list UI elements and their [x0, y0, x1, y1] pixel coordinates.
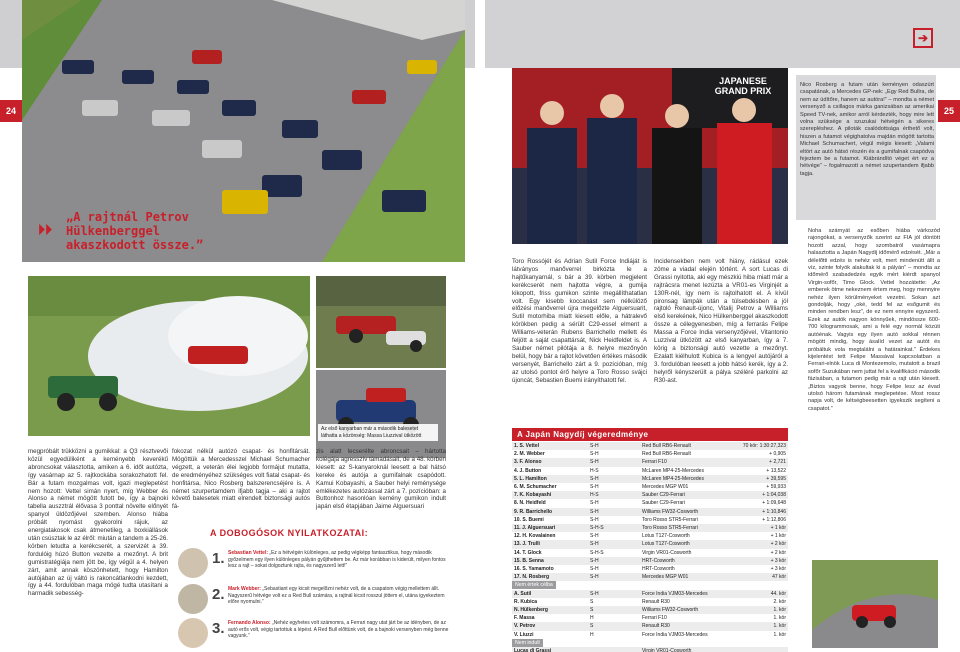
result-time: + 2 kör — [770, 541, 786, 548]
result-time: + 1:12,806 — [762, 516, 786, 523]
result-driver: 4. J. Button — [514, 467, 542, 474]
result-car: Toro Rosso STR5-Ferrari — [642, 525, 698, 531]
quote-arrow-icon: ⏵⏵ — [38, 222, 52, 238]
result-driver: Lucas di Grassi — [514, 648, 552, 652]
pull-quote: „A rajtnál Petrov Hülkenberggel akaszkodott össze.” — [66, 210, 204, 252]
page-number-right: 25 — [938, 100, 960, 122]
result-row — [512, 590, 788, 598]
result-tyres: S — [590, 623, 594, 630]
right-page-header-bar — [485, 0, 960, 68]
result-car: Mercedes MGP W01 — [642, 574, 689, 581]
result-driver: 3. F. Alonso — [514, 459, 542, 466]
result-driver: 12. H. Kovalainen — [514, 533, 556, 540]
quote-text-1: „Ez a hétvégén különleges, az pedig végképp fantasztikus, hogy második győzelmem egy ilyen különleges pályán gyűjthettem be. Az már korábban is kiderült, milyen fontos lesz a rajt – sokat dolgoztunk rajta, és nagyszerű lett!” — [228, 550, 446, 570]
result-row — [512, 458, 788, 466]
quote-text-2: „Sebastiant egy kicsit megelőzni nehéz volt, de a csapatom végig mellettem állt. Nagyszerű hétvége volt ez a Red Bull számára, a rajtnál kicsit rosszul jöttem el, utána igyekeztem előre nyomulni.” — [228, 586, 445, 606]
result-tyres: S-H — [590, 508, 599, 515]
result-time: + 1:04,038 — [762, 492, 786, 499]
sutil-car-photo — [316, 370, 446, 458]
next-arrow-icon[interactable]: ➔ — [913, 28, 933, 48]
result-time: + 1 kör — [770, 525, 786, 531]
crash-photo — [28, 276, 310, 436]
result-car: Virgin VR01-Cosworth — [642, 549, 692, 556]
results-section-label: Nem indult — [512, 639, 543, 647]
result-time: + 2 kör — [770, 549, 786, 556]
quote-item-2 — [228, 586, 450, 606]
result-car: Lotus T127-Cosworth — [642, 533, 690, 540]
results-section-label: Nem értek célba — [512, 581, 556, 589]
result-car: Red Bull RB6-Renault — [642, 451, 691, 458]
result-tyres: S-H — [590, 475, 599, 482]
result-driver: F. Massa — [514, 615, 535, 622]
result-car: Renault R30 — [642, 598, 670, 605]
result-time: + 3 kör — [770, 557, 786, 564]
result-car: Ferrari F10 — [642, 615, 667, 622]
result-time: + 2,721 — [769, 459, 786, 466]
driver-avatar-1 — [178, 548, 208, 578]
result-time: + 1 kör — [770, 533, 786, 540]
result-time: + 1:09,648 — [762, 500, 786, 507]
result-tyres: H — [590, 631, 594, 638]
result-tyres: S-H — [590, 459, 599, 466]
page-number-left: 24 — [0, 100, 22, 122]
result-tyres: S-H — [590, 557, 599, 564]
podium-banner: JAPANESE GRAND PRIX — [714, 76, 772, 96]
result-tyres: H — [590, 615, 594, 622]
quote-item-3 — [228, 620, 450, 640]
result-tyres: S-H — [590, 451, 599, 458]
result-row — [512, 532, 788, 540]
result-row — [512, 491, 788, 499]
result-row — [512, 508, 788, 516]
result-time: 47 kör — [772, 574, 786, 581]
result-row — [512, 557, 788, 565]
quote-name-2: Mark Webber: — [228, 586, 261, 592]
result-driver: 2. M. Webber — [514, 451, 545, 458]
result-row — [512, 647, 788, 652]
quote-item-1 — [228, 550, 450, 570]
result-time: 2. kör — [773, 598, 786, 605]
result-row — [512, 442, 788, 450]
result-driver: 11. J. Alguersuari — [514, 525, 556, 531]
result-tyres: S-H-S — [590, 549, 604, 556]
result-row — [512, 606, 788, 614]
result-tyres: S-H-S — [590, 525, 604, 531]
car-track-photo — [812, 560, 938, 648]
result-car: Williams FW32-Cosworth — [642, 508, 699, 515]
result-row — [512, 631, 788, 639]
result-row — [512, 483, 788, 491]
result-row — [512, 450, 788, 458]
result-driver: 1. S. Vettel — [514, 443, 540, 449]
podium-photo — [512, 68, 788, 244]
quote-name-3: Fernando Alonso: — [228, 620, 271, 626]
result-row — [512, 499, 788, 507]
result-driver: R. Kubica — [514, 598, 538, 605]
result-car: Force India VJM03-Mercedes — [642, 631, 708, 638]
result-time: 1. kör — [773, 615, 786, 622]
result-time: + 59,933 — [766, 484, 786, 490]
result-tyres: S — [590, 607, 594, 613]
result-tyres: H-S — [590, 467, 599, 474]
result-tyres: S-H — [590, 516, 599, 523]
result-driver: 10. S. Buemi — [514, 516, 544, 523]
result-row — [512, 475, 788, 483]
results-title: A Japán Nagydíj végeredménye — [512, 428, 788, 441]
podium-quotes-title: A DOBOGÓSOK NYILATKOZATAI: — [210, 528, 369, 538]
result-driver: 17. N. Rosberg — [514, 574, 550, 581]
result-car: Toro Rosso STR5-Ferrari — [642, 516, 698, 523]
result-driver: V. Petrov — [514, 623, 536, 630]
result-car: Ferrari F10 — [642, 459, 667, 466]
rosberg-sidebar-text: Nico Rosberg a futam után keményen odaszúrt csapatának, a Mercedes GP-nek: „Egy Red Bullra, de nem az üdítőre, hanem az autóra!” – mondta a német versenyző a csillagos márka ganizsában az amerikai Speed TV-nek, amikor arról kérdezték, hogy mire lett volna szüksége a szuzukai hétvégén a sikeres szerepléshez. A piloták csalódottsága érthető volt, hiszen a futamot végighatolva majdán mögött tartotta Michael Schumachert, végül mégis kiesett: „Valami eltört az autó hátsó részén és a gumifalnak csapódva fejeztem be a futamot. Kiábrándító véget ért ez a hétvége” – fogalmazott a német szupertandem ifjabb tagja. — [800, 82, 934, 177]
result-car: Mercedes MGP W01 — [642, 484, 689, 490]
article-text-right-a: Toro Rossójét és Adrian Sutil Force Indiáját is látványos manőverrel birkózta le a hajtűkanyarnál, s bár a 39. körben megjelent kerékcserét nem hajtotta végre, a gumija kikopott, friss gumikon szinte megállíthatatlan volt. Egy kisebb koccanást sem nélkülöző előzési manőverrel újra megelőzte Alguersuarit, Sutil motorhiba miatt kiesett előle, a hátralevő körökben pedig a sérült C29-essel elment a Williams-veterán Rubens Barrichello mellett és feljött a saját csapattársát, Nick Heidfeldet is. A Sauber német pilótája a 8. helyre mezőnyön belül, hogy bár a rajtot követően értékes második versenyét, Barrichello zárt a 9. pozícióban, míg az utolsó pontot érő helyre a Toro Rosso svájci újoncát, Sebastien Buemi irányíthatott fel. — [512, 258, 647, 384]
result-row — [512, 524, 788, 532]
result-row — [512, 516, 788, 524]
result-driver: 13. J. Trulli — [514, 541, 540, 548]
result-driver: 6. M. Schumacher — [514, 484, 557, 490]
result-time: 1. kör — [773, 623, 786, 630]
driver-avatar-3 — [178, 618, 208, 648]
result-driver: 9. R. Barrichello — [514, 508, 553, 515]
result-car: Force India VJM03-Mercedes — [642, 590, 708, 597]
result-row — [512, 565, 788, 573]
article-text-right-b: Incidensekben nem volt hiány, rádásul ezek zöme a viadal elején történt. A sort Lucas di Grassi nyitotta, aki egy mészkiú hiba miatt már a rajtrácsra menet lezúzta a VR01-es Virginjét a 130R-nél, így nem is rajtolhatott el. A kívül pironsag lámpák után a túlsebdésben a jól rajtoló Renault-újonc, Vitalij Petrov a Williams első kerekének, Nico Hülkenberggel akaszkodott össze a célegyenesben, míg a ferrarás Felipe Massa a Force India versenyzőjével, Vitantonio Luzzival ütközött az első kanyarban, így a 7. körig a biztonsági autó vezette a mezőnyt. Ezalatt kiélhulott Kubica is a lengyel autójáról a 3. fordulóban leesett a jobb hátsó kerék, így a 2. helyről kényszerült a pálya széléré parkolni az R30-ast. — [654, 258, 788, 384]
driver-avatar-2 — [178, 584, 208, 614]
result-driver: N. Hülkenberg — [514, 607, 548, 613]
result-car: McLaren MP4-25-Mercedes — [642, 475, 704, 482]
photo-caption: Az első kanyarban már a második balesetet láthatta a közönség: Massa Liuzzival ütközött — [318, 424, 438, 441]
result-car: Williams FW32-Cosworth — [642, 607, 699, 613]
result-tyres: S-H — [590, 443, 599, 449]
result-time: 70 kör: 1:30:27,323 — [742, 443, 786, 449]
quote-text-3: „Nehéz egyhetes volt számomra, a Ferrari nagy utat járt be az idényben, de az autó erős volt, végig tartottuk a lépést. A Red Bull előttünk volt, de a bajnoki versenyben még benne vagyunk.” — [228, 620, 449, 640]
result-car: Red Bull RB6-Renault — [642, 443, 691, 449]
result-row — [512, 622, 788, 630]
result-time: 1. kör — [773, 631, 786, 638]
result-row — [512, 573, 788, 581]
result-time: + 3 kör — [770, 566, 786, 572]
result-time: 1. kör — [773, 607, 786, 613]
result-tyres: S-H — [590, 500, 599, 507]
result-row — [512, 598, 788, 606]
result-tyres: S-H — [590, 574, 599, 581]
result-driver: 15. B. Senna — [514, 557, 544, 564]
result-time: 44. kör — [770, 590, 786, 597]
article-text-col3: zis alatt lecserélte abroncsait – hártotta kolégája agresszív támadásait, de a 48. körben kiesett: az S-kanyaroknál leesett a bal hátsó kereke és autója a gumifalnak csapódott. Kamui Kobayashi, a Sauber helyi reménysége emlékezetes autózással zárt a 7. pozícióban: a Buttonhoz hasonlóan kemény gumikon indult japán első étapjában Jaime Alguersuari — [316, 448, 446, 511]
result-driver: 8. N. Heidfeld — [514, 500, 546, 507]
result-row — [512, 549, 788, 557]
result-car: HRT-Cosworth — [642, 566, 675, 572]
result-car: Renault R30 — [642, 623, 670, 630]
result-tyres: S-H — [590, 541, 599, 548]
result-driver: V. Liuzzi — [514, 631, 534, 638]
result-time: + 0,905 — [769, 451, 786, 458]
result-car: Virgin VR01-Cosworth — [642, 648, 692, 652]
result-driver: 7. K. Kobayashi — [514, 492, 552, 499]
result-time: + 13,522 — [766, 467, 786, 474]
result-driver: A. Sutil — [514, 590, 532, 597]
result-driver: 16. S. Yamamoto — [514, 566, 554, 572]
result-car: Sauber C29-Ferrari — [642, 492, 686, 499]
result-car: Sauber C29-Ferrari — [642, 500, 686, 507]
article-text-col1: megpróbált trükközni a gumikkal: a Q3 résztvevői közül egyedüliként a keményebb keverékű abroncsokat választotta, amiken a 6. időt autózta, így vasárnap az 5. rajtkockába sorakozhatott fel. Bár a futam mozgalmas volt, igazi meglepetést nem hozott: Vettel simán nyert, míg Webber és Alonso a német mögött futott be, így a bajnoki tabella auszztrál élővasa 3 ponttal növelte előnyét spanyol üldözőjével szemben. Alonso hiába próbált nyomást gyakorolni rájuk, az energiatakosok csak átmenetileg, a boxkiállások után csúsztak le az élről: miután a tandem a 25-26. körben letudta a kerékcserét, a szervizét a 39. fordulóig húzó Button vezette a mezőnyt. A brit gumistratégiája nem jött be, így végül a 4. helyen zárt, amit annak köszönhetett, hogy Hamilton autójában az új váltó is rakoncátlankodni kezdett, így a 44. fordulóban maga mögé tudta utasítani a harmadik sebesség- — [28, 448, 168, 598]
result-tyres: S — [590, 598, 594, 605]
article-text-right-c: Noha szárnyát az esőben hiába várkozód rajongókat, a versenyzők szerint az FIA jól döntött hozott azzal, hogy szombatról vasárnapra halasztotta a Japán Nagydíj időmérő edzését. „Már a délelőtti edzés is nehéz volt, mert mindenütt állt a víz, szinte folyók alakultak ki a pályán” – mondta az időmérő szabadedzés egyik mért kiérdt spanyol Virgin-sofőr, Timo Glock. Vettel hozzátette: „Az emberek ötme nekeznem értem meg, hogy mennyire nehéz ilyen körülményeket vezetni. Sokan azt gondolják, hogy „oké, tedd fel az esőgumit és minden rendben lesz”, de ez nem ennyire egyszerű. Ezek az autók nagyon könnyűek, mindössze 600-700 kilogrammosak, ami a felé egy normál közúti autóénak. Vagyis egy ilyen autó sokkal rénnen mögött mindig, hogy ásalíd vezet az autót és próbáltuk vola megtalálni a határainkat.” Érdekes kijelentést tett Felipe Massával kapcsolatban a Ferrari-elnök Luca di Montezemolo, mutatott a brazil sofőr Suzukában nem juttat fel a kvalifikáció második fázisában, a futamon pedig már a rajt után kiesett. „Biztos vagyok benne, hogy Felipe lesz az évad utolsó három futamának meglepetése. Most rossz napja volt, de kétségbeesetten igyekszik segíteni a csapatot.” — [808, 228, 940, 412]
result-tyres: S-H — [590, 484, 599, 490]
article-text-col2: fokozat nélkül autózó csapat- és honfitársát. Mögöttük a Mercedesszel Michael Schumacher végzett, a veterán élei legjobb formájut mutatta, de eredményéhez szükséges volt fiatal csapat- és honfitársa, Nico Rosberg balszerencséjére is. A német szurpertamdem ifjabb tagja – aki a rajtot követő balesetek miatt elrendelt biztonsági autós fá- — [172, 448, 310, 511]
result-time: + 1:10,846 — [762, 508, 786, 515]
result-tyres: H-S — [590, 492, 599, 499]
result-car: Lotus T127-Cosworth — [642, 541, 690, 548]
quote-name-1: Sebastian Vettel: — [228, 550, 269, 556]
result-driver: 14. T. Glock — [514, 549, 542, 556]
result-car: HRT-Cosworth — [642, 557, 675, 564]
result-tyres: S-H — [590, 590, 599, 597]
result-tyres: S-H — [590, 566, 599, 572]
result-row — [512, 467, 788, 475]
result-driver: 5. L. Hamilton — [514, 475, 547, 482]
result-row — [512, 614, 788, 622]
result-tyres: S-H — [590, 533, 599, 540]
quote-num-2: 2. — [212, 586, 225, 603]
result-row — [512, 540, 788, 548]
quote-num-1: 1. — [212, 550, 225, 567]
massa-crash-photo — [316, 276, 446, 368]
result-time: + 39,595 — [766, 475, 786, 482]
quote-num-3: 3. — [212, 620, 225, 637]
result-car: McLaren MP4-25-Mercedes — [642, 467, 704, 474]
